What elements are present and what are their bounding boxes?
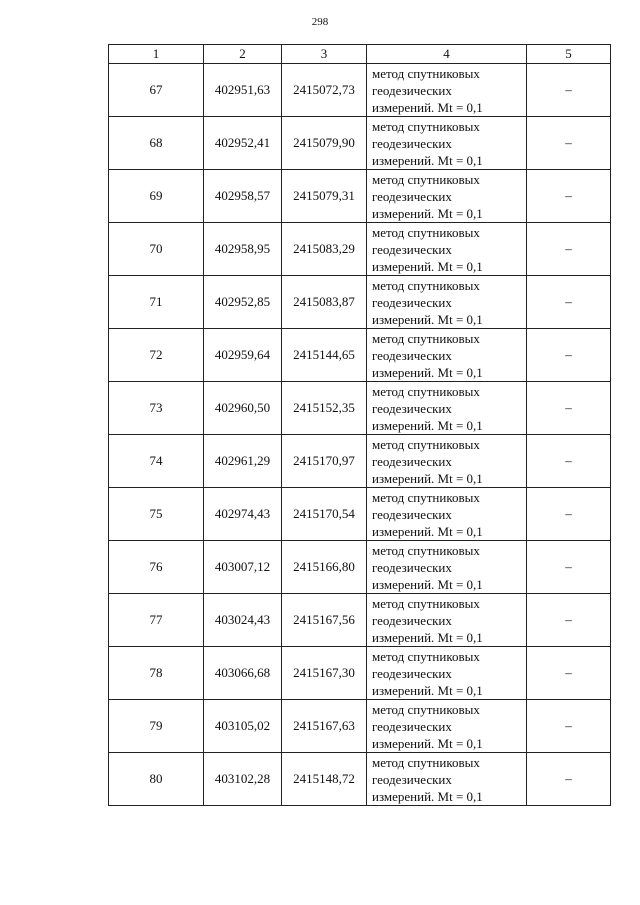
coordinate-x-cell: 403105,02 [204,700,282,753]
method-line: измерений. Mt = 0,1 [372,629,483,645]
table-row [109,223,611,276]
method-line: метод спутниковых [372,224,480,240]
method-line: геодезических [372,453,452,469]
point-number-cell: 75 [109,488,204,541]
method-cell [367,329,527,382]
method-cell [367,117,527,170]
note-cell: – [527,223,611,276]
note-cell: – [527,329,611,382]
table-row [109,64,611,117]
coordinate-y-cell: 2415083,29 [282,223,367,276]
method-cell [367,700,527,753]
method-line: метод спутниковых [372,118,480,134]
table-row [109,329,611,382]
table-row [109,647,611,700]
point-number-cell: 73 [109,382,204,435]
method-cell [367,594,527,647]
note-cell: – [527,541,611,594]
point-number-cell: 69 [109,170,204,223]
method-cell [367,753,527,806]
method-line: измерений. Mt = 0,1 [372,152,483,168]
point-number-cell: 76 [109,541,204,594]
point-number-cell: 68 [109,117,204,170]
coordinate-x-cell: 402958,95 [204,223,282,276]
table-row [109,541,611,594]
method-line: геодезических [372,559,452,575]
method-line: измерений. Mt = 0,1 [372,364,483,380]
method-line: геодезических [372,771,452,787]
method-cell [367,64,527,117]
method-line: измерений. Mt = 0,1 [372,523,483,539]
method-line: метод спутниковых [372,542,480,558]
coordinate-y-cell: 2415144,65 [282,329,367,382]
method-line: измерений. Mt = 0,1 [372,470,483,486]
coordinate-x-cell: 402952,41 [204,117,282,170]
coordinate-y-cell: 2415083,87 [282,276,367,329]
method-line: метод спутниковых [372,595,480,611]
column-header-3: 3 [282,45,367,64]
method-line: геодезических [372,135,452,151]
coordinate-x-cell: 403024,43 [204,594,282,647]
method-cell [367,435,527,488]
method-line: метод спутниковых [372,383,480,399]
coordinate-x-cell: 402952,85 [204,276,282,329]
method-cell [367,488,527,541]
coordinate-x-cell: 403102,28 [204,753,282,806]
note-cell: – [527,435,611,488]
coordinate-x-cell: 402958,57 [204,170,282,223]
coordinate-x-cell: 403066,68 [204,647,282,700]
method-line: измерений. Mt = 0,1 [372,258,483,274]
coordinate-y-cell: 2415148,72 [282,753,367,806]
point-number-cell: 72 [109,329,204,382]
table-row [109,170,611,223]
coordinate-x-cell: 402961,29 [204,435,282,488]
coordinate-x-cell: 402960,50 [204,382,282,435]
method-line: геодезических [372,241,452,257]
coordinates-table [108,44,611,806]
method-line: измерений. Mt = 0,1 [372,99,483,115]
coordinate-y-cell: 2415170,54 [282,488,367,541]
method-line: метод спутниковых [372,330,480,346]
note-cell: – [527,170,611,223]
point-number-cell: 80 [109,753,204,806]
method-line: измерений. Mt = 0,1 [372,576,483,592]
column-header-1: 1 [109,45,204,64]
column-header-4: 4 [367,45,527,64]
table-row [109,276,611,329]
method-line: измерений. Mt = 0,1 [372,682,483,698]
method-line: метод спутниковых [372,754,480,770]
method-cell [367,647,527,700]
note-cell: – [527,647,611,700]
coordinate-y-cell: 2415079,90 [282,117,367,170]
method-cell [367,382,527,435]
method-line: геодезических [372,82,452,98]
point-number-cell: 77 [109,594,204,647]
coordinate-y-cell: 2415072,73 [282,64,367,117]
method-line: метод спутниковых [372,648,480,664]
point-number-cell: 74 [109,435,204,488]
table-row [109,700,611,753]
note-cell: – [527,594,611,647]
note-cell: – [527,117,611,170]
method-line: геодезических [372,188,452,204]
coordinate-x-cell: 402951,63 [204,64,282,117]
coordinate-y-cell: 2415079,31 [282,170,367,223]
note-cell: – [527,276,611,329]
table-row [109,382,611,435]
table-row [109,488,611,541]
coordinate-x-cell: 402974,43 [204,488,282,541]
method-line: геодезических [372,506,452,522]
point-number-cell: 79 [109,700,204,753]
method-cell [367,276,527,329]
table-header-row [109,45,611,64]
method-line: измерений. Mt = 0,1 [372,311,483,327]
coordinate-y-cell: 2415167,30 [282,647,367,700]
method-line: метод спутниковых [372,277,480,293]
method-cell [367,170,527,223]
method-line: геодезических [372,612,452,628]
coordinate-x-cell: 402959,64 [204,329,282,382]
coordinate-x-cell: 403007,12 [204,541,282,594]
method-line: измерений. Mt = 0,1 [372,788,483,804]
method-line: геодезических [372,665,452,681]
method-line: измерений. Mt = 0,1 [372,417,483,433]
point-number-cell: 71 [109,276,204,329]
table-row [109,753,611,806]
table-row [109,435,611,488]
method-line: метод спутниковых [372,171,480,187]
table-body [109,64,611,806]
note-cell: – [527,488,611,541]
method-line: геодезических [372,294,452,310]
column-header-2: 2 [204,45,282,64]
column-header-5: 5 [527,45,611,64]
method-cell [367,223,527,276]
table-row [109,594,611,647]
method-line: метод спутниковых [372,65,480,81]
coordinate-y-cell: 2415166,80 [282,541,367,594]
coordinate-y-cell: 2415170,97 [282,435,367,488]
coordinate-y-cell: 2415152,35 [282,382,367,435]
method-line: метод спутниковых [372,489,480,505]
point-number-cell: 70 [109,223,204,276]
method-line: метод спутниковых [372,436,480,452]
note-cell: – [527,700,611,753]
table-row [109,117,611,170]
coordinate-y-cell: 2415167,63 [282,700,367,753]
point-number-cell: 78 [109,647,204,700]
method-line: измерений. Mt = 0,1 [372,205,483,221]
method-line: измерений. Mt = 0,1 [372,735,483,751]
coordinate-y-cell: 2415167,56 [282,594,367,647]
method-cell [367,541,527,594]
note-cell: – [527,382,611,435]
point-number-cell: 67 [109,64,204,117]
note-cell: – [527,64,611,117]
page-number: 298 [311,16,329,28]
method-line: геодезических [372,347,452,363]
method-line: метод спутниковых [372,701,480,717]
method-line: геодезических [372,718,452,734]
method-line: геодезических [372,400,452,416]
note-cell: – [527,753,611,806]
